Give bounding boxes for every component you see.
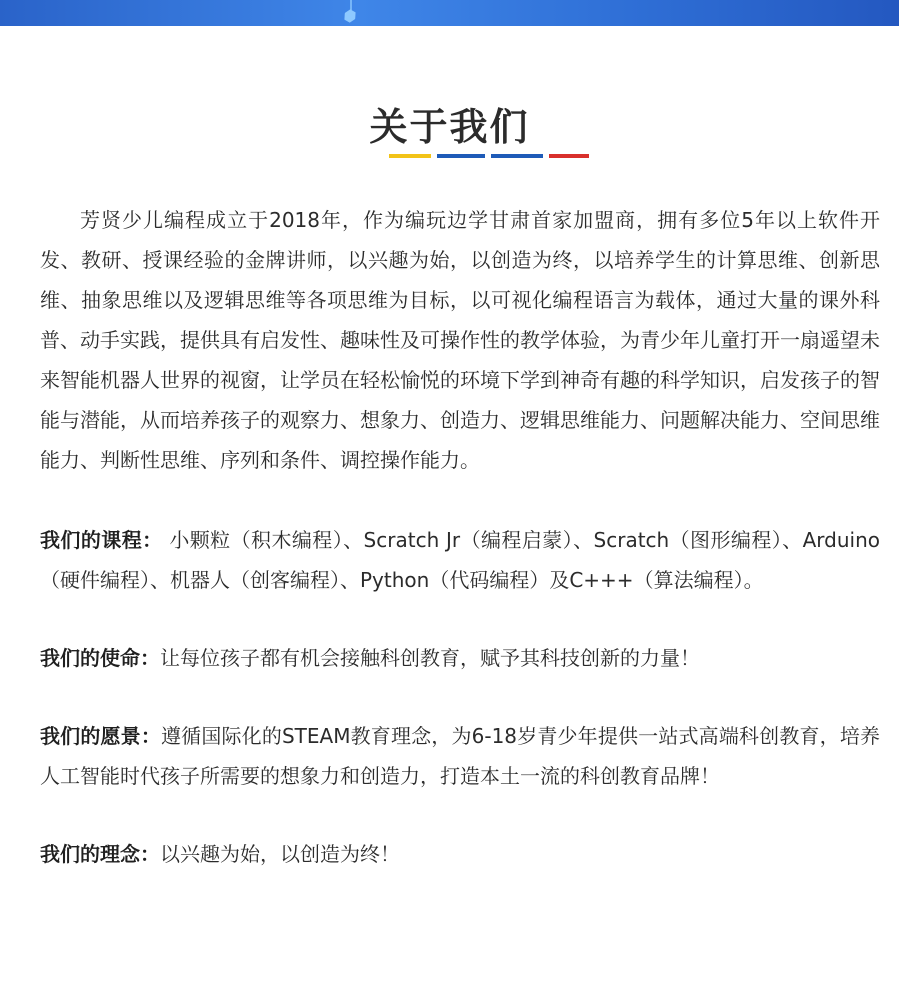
title-underline	[389, 154, 589, 158]
vision-label: 我们的愿景：	[40, 724, 161, 748]
page-title: 关于我们	[369, 105, 530, 149]
mission-paragraph	[40, 638, 880, 678]
about-content	[40, 200, 880, 874]
courses-paragraph	[40, 520, 880, 600]
mission-label: 我们的使命：	[40, 646, 160, 670]
intro-paragraph: 芳贤少儿编程成立于2018年，作为编玩边学甘肃首家加盟商，拥有多位5年以上软件开发、教研、授课经验的金牌讲师，以兴趣为始，以创造为终，以培养学生的计算思维、创新思维、抽象思维以及逻辑思维等各项思维为目标，以可视化编程语言为载体，通过大量的课外科普、动手实践，提供具有启发性、趣味性及可操作性的教学体验，为青少年儿童打开一扇遥望未来智能机器人世界的视窗，让学员在轻松愉悦的环境下学到神奇有趣的科学知识，启发孩子的智能与潜能，从而培养孩子的观察力、想象力、创造力、逻辑思维能力、问题解决能力、空间思维能力、判断性思维、序列和条件、调控操作能力。	[40, 208, 880, 472]
courses-text: 小颗粒（积木编程）、Scratch Jr（编程启蒙）、Scratch（图形编程）、Arduino（硬件编程）、机器人（创客编程）、Python（代码编程）及C+++（算法编程）。	[40, 528, 880, 592]
philosophy-label: 我们的理念：	[40, 842, 160, 866]
courses-label: 我们的课程：	[40, 528, 163, 552]
vision-paragraph	[40, 716, 880, 796]
hexagon-icon	[342, 8, 358, 24]
top-banner	[0, 0, 899, 26]
vision-text: 遵循国际化的STEAM教育理念，为6-18岁青少年提供一站式高端科创教育，培养人工智能时代孩子所需要的想象力和创造力，打造本土一流的科创教育品牌！	[40, 724, 880, 788]
underline-blue-bar-2	[491, 154, 543, 158]
banner-decoration-line	[350, 0, 352, 10]
underline-blue-bar-1	[437, 154, 485, 158]
philosophy-paragraph	[40, 834, 880, 874]
mission-text: 让每位孩子都有机会接触科创教育，赋予其科技创新的力量！	[160, 646, 700, 670]
underline-yellow-bar	[389, 154, 431, 158]
underline-red-bar	[549, 154, 589, 158]
philosophy-text: 以兴趣为始，以创造为终！	[160, 842, 400, 866]
